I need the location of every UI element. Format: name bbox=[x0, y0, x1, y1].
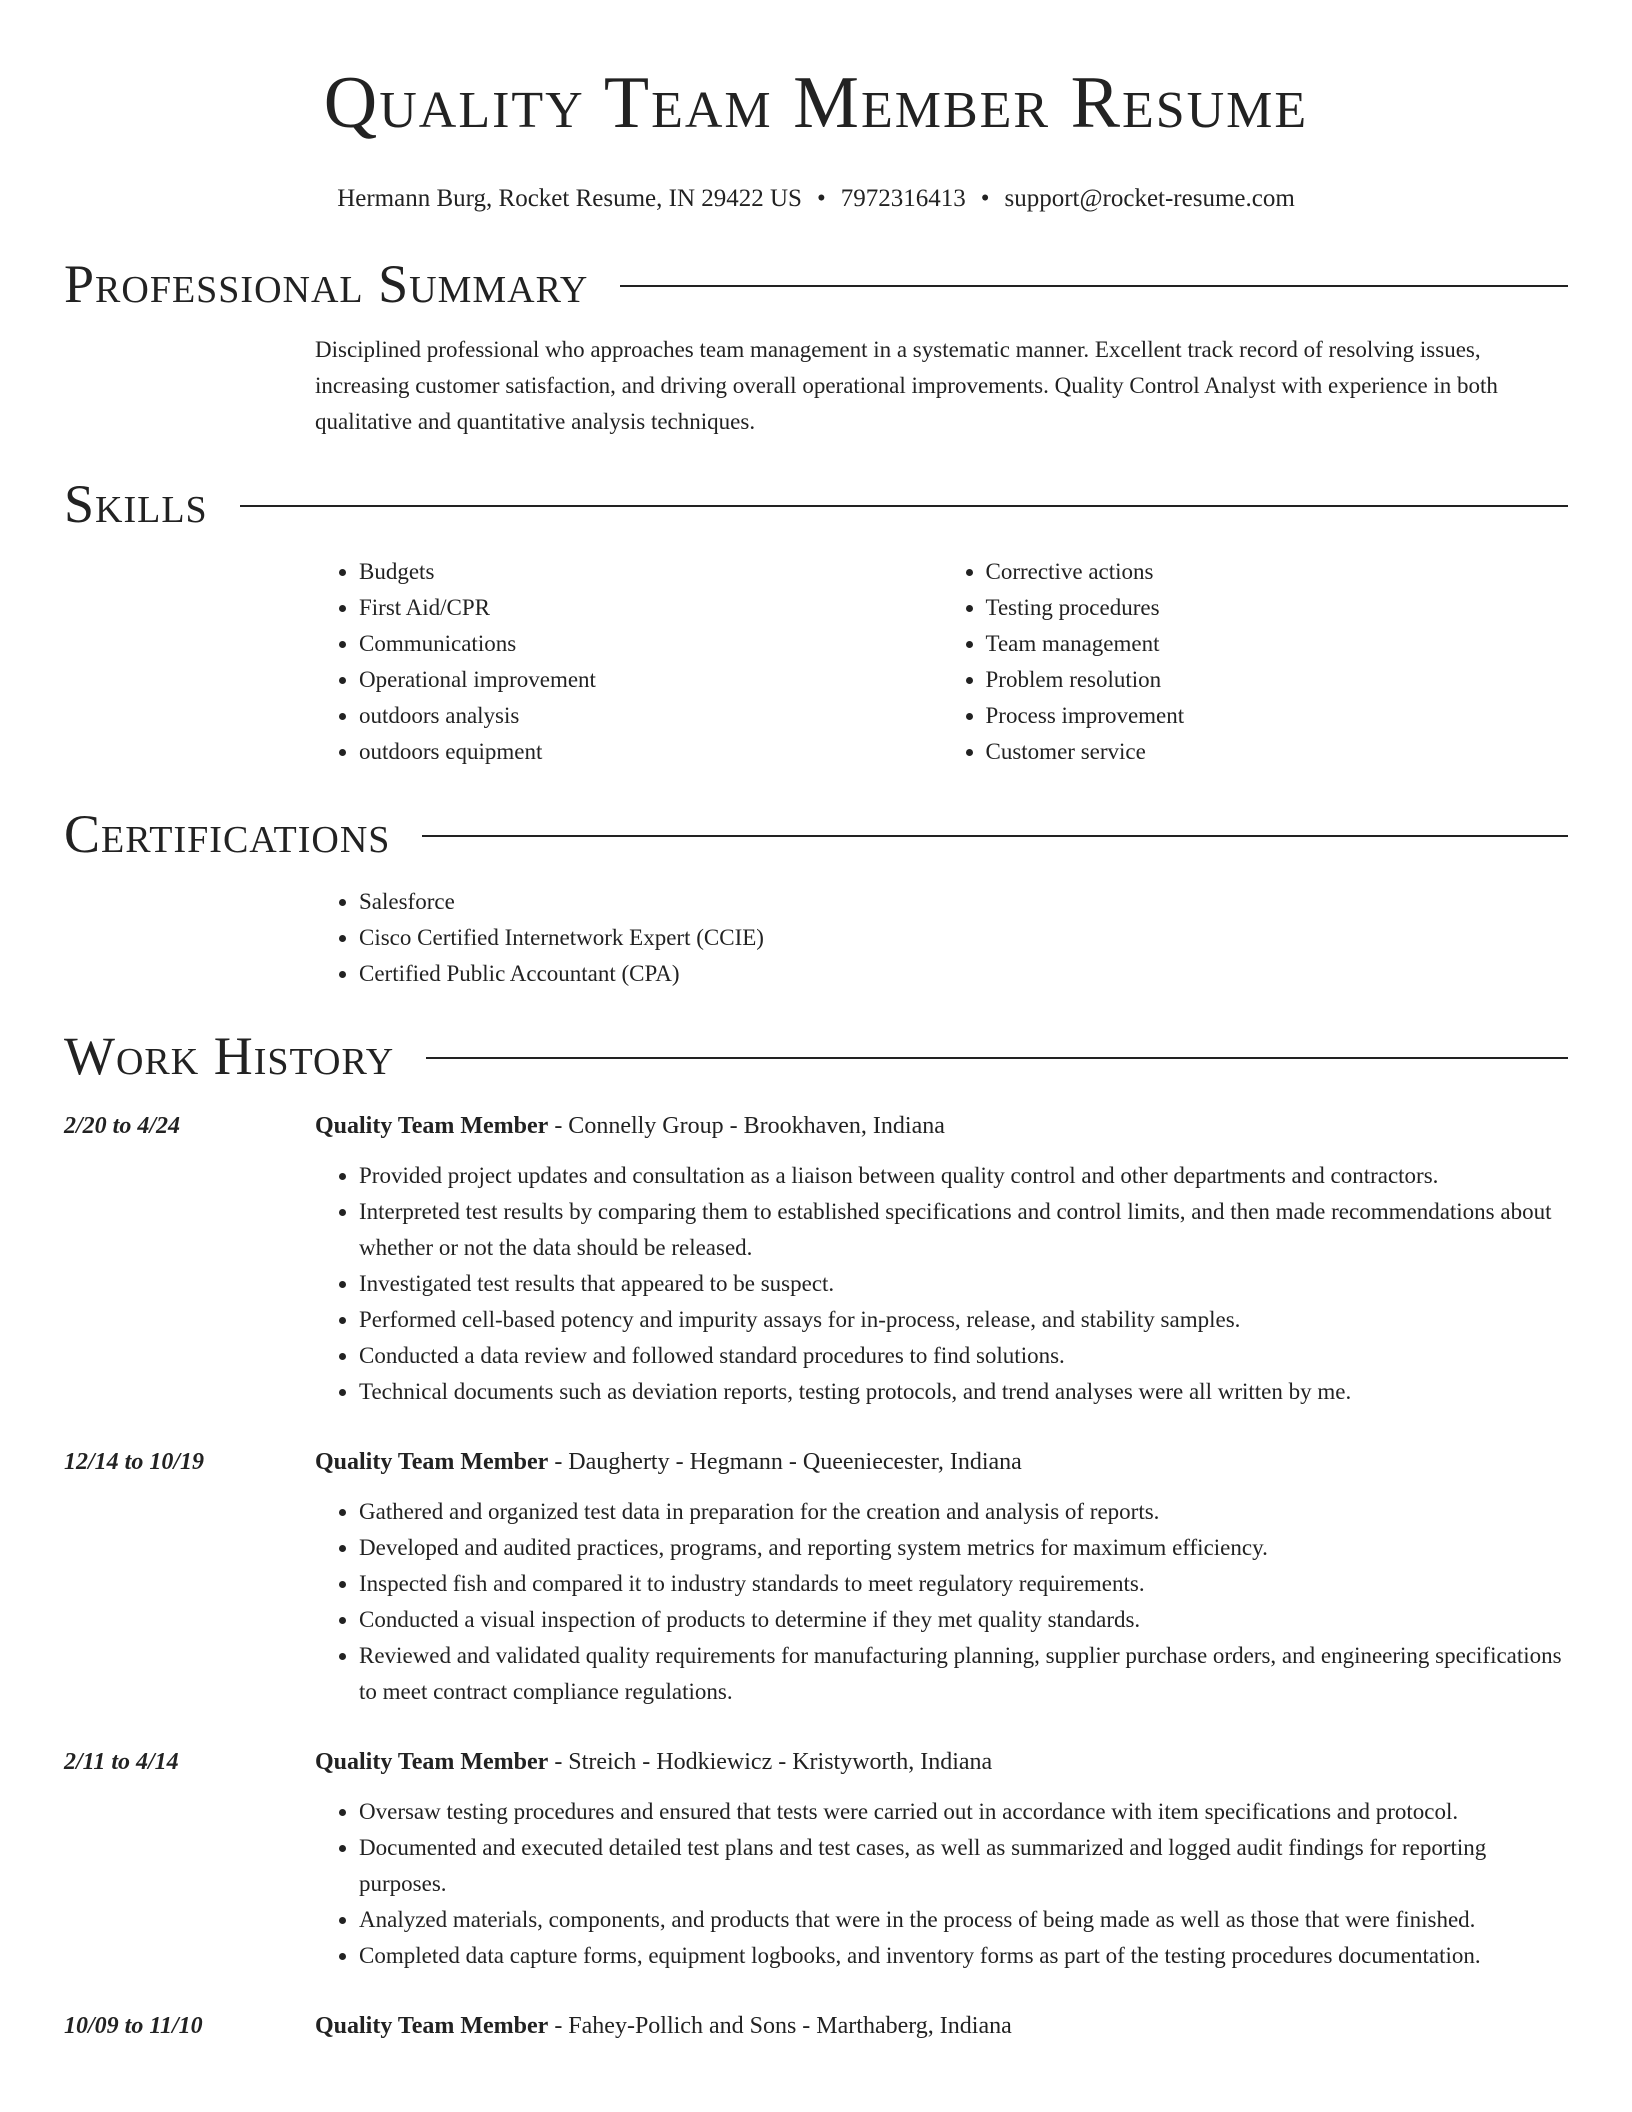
skills-columns bbox=[64, 554, 1568, 770]
job-bullet: • Documented and executed detailed test plans and test cases, as well as summarized and logged audit findings for reporting purposes. bbox=[359, 1830, 1568, 1902]
job-bullet: • Technical documents such as deviation reports, testing protocols, and trend analyses were all written by me. bbox=[359, 1374, 1568, 1410]
section-divider bbox=[620, 285, 1568, 287]
skills-list-left bbox=[315, 554, 942, 770]
summary-body bbox=[64, 332, 1568, 440]
separator-dot: • bbox=[980, 185, 990, 212]
summary-section bbox=[0, 254, 1632, 440]
contact-phone: 7972316413 bbox=[840, 185, 966, 212]
section-divider bbox=[240, 505, 1568, 507]
section-heading: Skills bbox=[64, 474, 208, 534]
separator-dot: • bbox=[816, 185, 826, 212]
job-title: Quality Team Member bbox=[315, 1449, 549, 1475]
job-bullet: • Completed data capture forms, equipment logbooks, and inventory forms as part of the testing procedures documentation. bbox=[359, 1938, 1568, 1974]
list-item: • Process improvement bbox=[986, 698, 1569, 734]
job-bullet: • Reviewed and validated quality requirements for manufacturing planning, supplier purchase orders, and engineering specifications to meet contract compliance regulations. bbox=[359, 1638, 1568, 1710]
work-history-section bbox=[0, 1026, 1632, 2044]
job-bullet: • Inspected fish and compared it to industry standards to meet regulatory requirements. bbox=[359, 1566, 1568, 1602]
job-bullet: • Developed and audited practices, programs, and reporting system metrics for maximum efficiency. bbox=[359, 1530, 1568, 1566]
jobs-list bbox=[64, 1108, 1568, 2044]
job-entry bbox=[64, 1444, 1568, 1710]
list-item: • Certified Public Accountant (CPA) bbox=[359, 956, 1568, 992]
skills-list-right bbox=[942, 554, 1569, 770]
list-item: • First Aid/CPR bbox=[359, 590, 942, 626]
certifications-section bbox=[0, 804, 1632, 992]
job-title-line bbox=[315, 1444, 1568, 1480]
job-title-line bbox=[315, 1108, 1568, 1144]
summary-text: Disciplined professional who approaches team management in a systematic manner. Excellent track record of resolving issues, increasing customer satisfaction, and driving overall operational improvements. Quality Control Analyst with experience in both qualitative and quantitative analysis techniques. bbox=[315, 337, 1498, 434]
job-bullet: • Conducted a data review and followed standard procedures to find solutions. bbox=[359, 1338, 1568, 1374]
job-employer: - Streich - Hodkiewicz - Kristyworth, Indiana bbox=[548, 1749, 993, 1775]
job-entry bbox=[64, 1108, 1568, 1410]
list-item: • Corrective actions bbox=[986, 554, 1569, 590]
contact-address: Hermann Burg, Rocket Resume, IN 29422 US bbox=[337, 185, 802, 212]
section-header bbox=[64, 804, 1568, 864]
section-divider bbox=[426, 1057, 1568, 1059]
list-item: • outdoors equipment bbox=[359, 734, 942, 770]
job-bullet: • Interpreted test results by comparing them to established specifications and control limits, and then made recommendations about whether or not the data should be released. bbox=[359, 1194, 1568, 1266]
job-bullet: • Provided project updates and consultation as a liaison between quality control and other departments and contractors. bbox=[359, 1158, 1568, 1194]
section-header bbox=[64, 1026, 1568, 1086]
section-heading: Certifications bbox=[64, 804, 391, 864]
job-employer: - Fahey-Pollich and Sons - Marthaberg, Indiana bbox=[548, 2013, 1012, 2039]
certifications-list bbox=[315, 884, 1568, 992]
list-item: • Communications bbox=[359, 626, 942, 662]
certifications-body bbox=[64, 884, 1568, 992]
skills-section bbox=[0, 474, 1632, 770]
job-bullet: • Oversaw testing procedures and ensured that tests were carried out in accordance with item specifications and protocol. bbox=[359, 1794, 1568, 1830]
list-item: • Customer service bbox=[986, 734, 1569, 770]
section-heading: Work History bbox=[64, 1026, 395, 1086]
section-header bbox=[64, 474, 1568, 534]
job-details bbox=[315, 2008, 1568, 2044]
contact-email: support@rocket-resume.com bbox=[1004, 185, 1295, 212]
job-employer: - Connelly Group - Brookhaven, Indiana bbox=[548, 1113, 945, 1139]
job-title-line bbox=[315, 1744, 1568, 1780]
contact-line bbox=[0, 184, 1632, 214]
job-bullet: • Gathered and organized test data in preparation for the creation and analysis of reports. bbox=[359, 1494, 1568, 1530]
list-item: • outdoors analysis bbox=[359, 698, 942, 734]
job-bullet: • Investigated test results that appeared to be suspect. bbox=[359, 1266, 1568, 1302]
job-title: Quality Team Member bbox=[315, 2013, 549, 2039]
list-item: • Salesforce bbox=[359, 884, 1568, 920]
job-dates: 12/14 to 10/19 bbox=[64, 1449, 205, 1475]
job-entry bbox=[64, 2008, 1568, 2044]
section-heading: Professional Summary bbox=[64, 254, 589, 314]
job-bullet: • Conducted a visual inspection of products to determine if they met quality standards. bbox=[359, 1602, 1568, 1638]
job-employer: - Daugherty - Hegmann - Queeniecester, Indiana bbox=[548, 1449, 1022, 1475]
job-details bbox=[315, 1444, 1568, 1710]
job-dates: 2/20 to 4/24 bbox=[64, 1113, 181, 1139]
list-item: • Team management bbox=[986, 626, 1569, 662]
job-dates: 10/09 to 11/10 bbox=[64, 2013, 203, 2039]
page-title: Quality Team Member Resume bbox=[323, 62, 1309, 144]
job-title: Quality Team Member bbox=[315, 1749, 549, 1775]
list-item: • Cisco Certified Internetwork Expert (CCIE) bbox=[359, 920, 1568, 956]
section-divider bbox=[422, 835, 1568, 837]
job-entry bbox=[64, 1744, 1568, 1974]
job-bullets bbox=[315, 1794, 1568, 1974]
job-bullets bbox=[315, 1158, 1568, 1410]
list-item: • Operational improvement bbox=[359, 662, 942, 698]
job-title-line bbox=[315, 2008, 1568, 2044]
list-item: • Problem resolution bbox=[986, 662, 1569, 698]
job-details bbox=[315, 1744, 1568, 1974]
job-bullet: • Performed cell-based potency and impurity assays for in-process, release, and stability samples. bbox=[359, 1302, 1568, 1338]
job-bullets bbox=[315, 1494, 1568, 1710]
list-item: • Testing procedures bbox=[986, 590, 1569, 626]
section-header bbox=[64, 254, 1568, 314]
job-details bbox=[315, 1108, 1568, 1410]
job-dates: 2/11 to 4/14 bbox=[64, 1749, 179, 1775]
list-item: • Budgets bbox=[359, 554, 942, 590]
job-bullet: • Analyzed materials, components, and products that were in the process of being made as well as those that were finished. bbox=[359, 1902, 1568, 1938]
job-title: Quality Team Member bbox=[315, 1113, 549, 1139]
